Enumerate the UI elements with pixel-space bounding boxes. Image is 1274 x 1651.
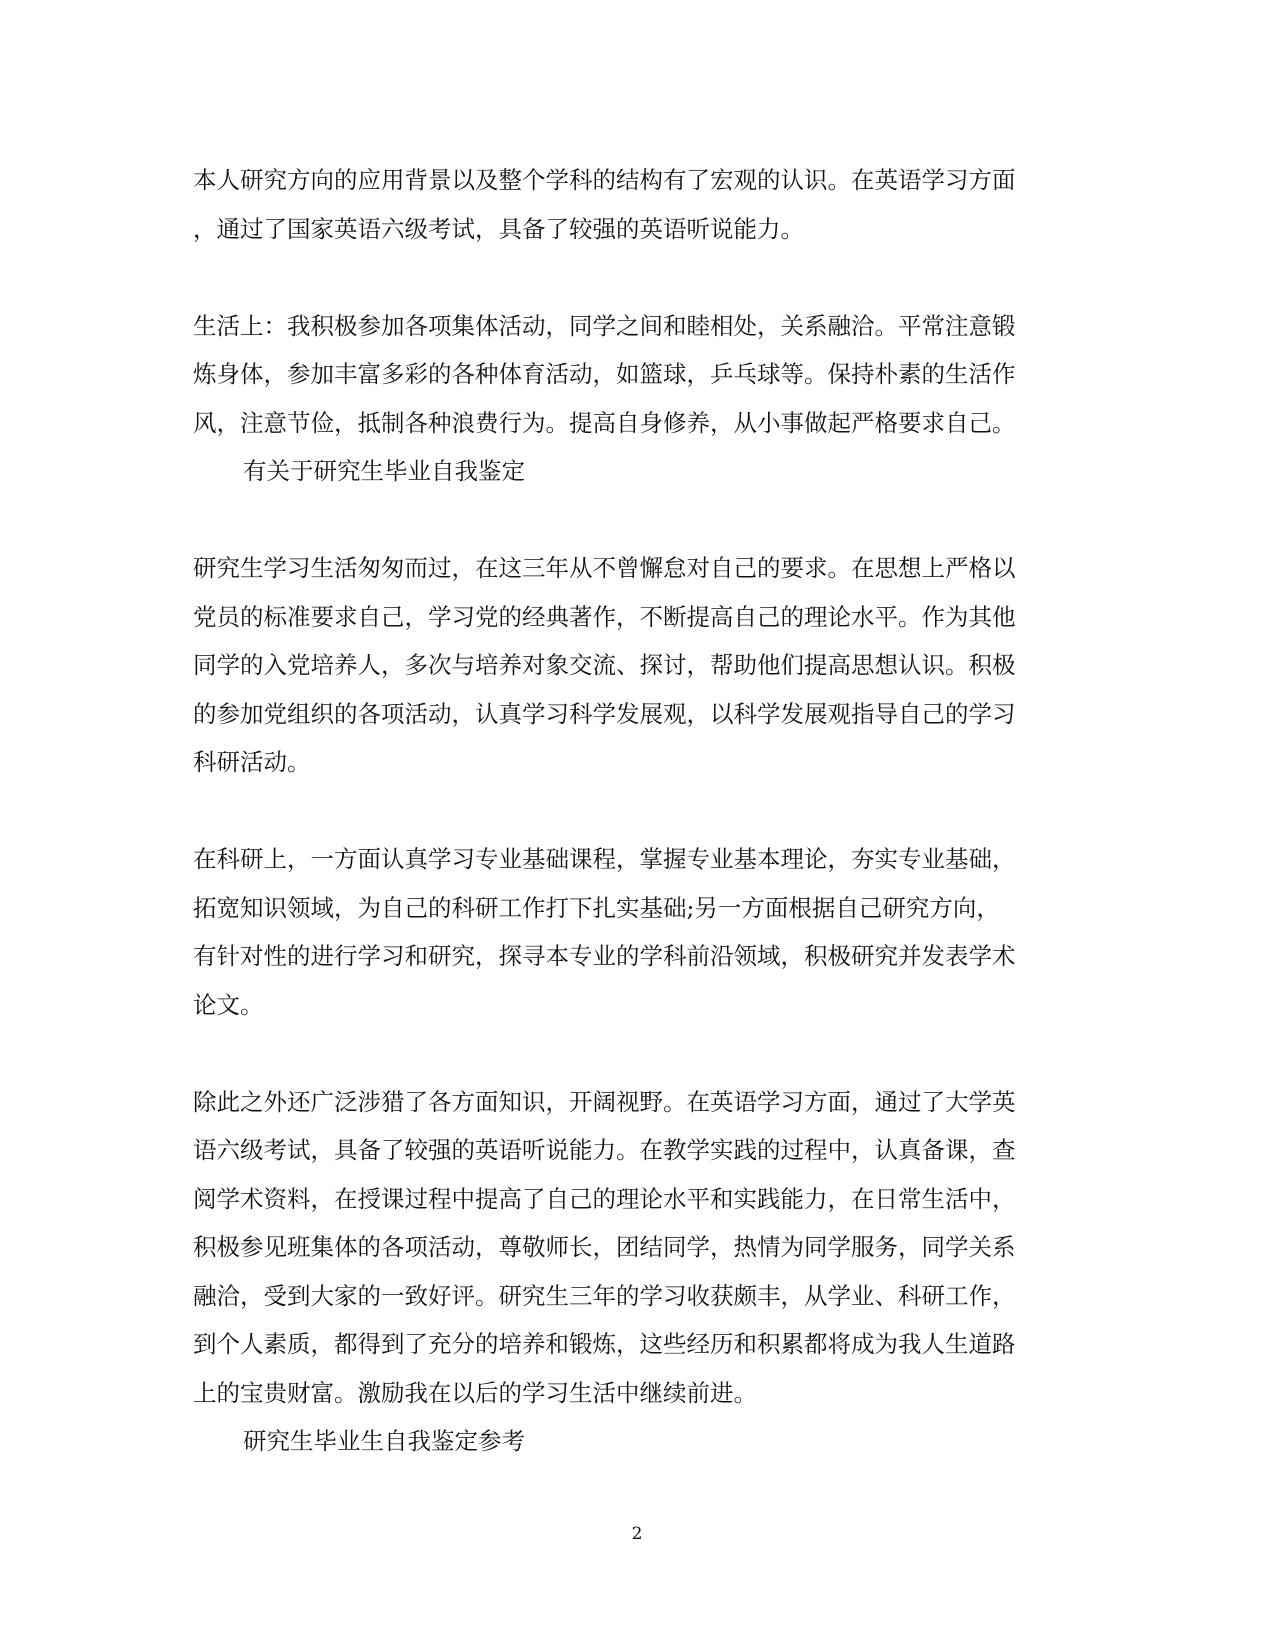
paragraph xyxy=(193,1078,1073,1418)
text-line: 上的宝贵财富。激励我在以后的学习生活中继续前进。 xyxy=(193,1378,757,1407)
section-heading: 有关于研究生毕业自我鉴定 xyxy=(243,457,525,485)
paragraph xyxy=(193,156,1073,253)
text-line: 风，注意节俭，抵制各种浪费行为。提高自身修养，从小事做起严格要求自己。 xyxy=(193,408,1016,437)
text-line: 阅学术资料，在授课过程中提高了自己的理论水平和实践能力，在日常生活中， xyxy=(193,1184,1016,1213)
paragraph-spacer xyxy=(193,1029,1073,1078)
text-line: 除此之外还广泛涉猎了各方面知识，开阔视野。在英语学习方面，通过了大学英 xyxy=(193,1087,1016,1116)
document-body xyxy=(193,156,1073,1466)
paragraph-spacer xyxy=(193,496,1073,545)
text-line: ，通过了国家英语六级考试，具备了较强的英语听说能力。 xyxy=(193,214,804,243)
text-line: 生活上：我积极参加各项集体活动，同学之间和睦相处，关系融洽。平常注意锻 xyxy=(193,311,1016,340)
text-line: 在科研上，一方面认真学习专业基础课程，掌握专业基本理论，夯实专业基础， xyxy=(193,845,1016,873)
page-number: 2 xyxy=(631,1524,643,1544)
text-line: 积极参见班集体的各项活动，尊敬师长，团结同学，热情为同学服务，同学关系 xyxy=(193,1233,1016,1261)
paragraph-spacer xyxy=(193,787,1073,836)
text-line: 有针对性的进行学习和研究，探寻本专业的学科前沿领域，积极研究并发表学术 xyxy=(193,942,1016,970)
paragraph-spacer xyxy=(193,253,1073,302)
text-line: 本人研究方向的应用背景以及整个学科的结构有了宏观的认识。在英语学习方面 xyxy=(193,166,1016,194)
text-line: 拓宽知识领域，为自己的科研工作打下扎实基础;另一方面根据自己研究方向， xyxy=(193,893,1000,922)
text-line: 科研活动。 xyxy=(193,748,311,776)
text-line: 党员的标准要求自己，学习党的经典著作，不断提高自己的理论水平。作为其他 xyxy=(193,602,1016,631)
paragraph xyxy=(193,835,1073,1029)
text-line: 炼身体，参加丰富多彩的各种体育活动，如篮球，乒乓球等。保持朴素的生活作 xyxy=(193,360,1016,388)
text-line: 融洽，受到大家的一致好评。研究生三年的学习收获颇丰，从学业、科研工作， xyxy=(193,1281,1016,1310)
text-line: 的参加党组织的各项活动，认真学习科学发展观，以科学发展观指导自己的学习 xyxy=(193,699,1016,728)
text-line: 论文。 xyxy=(193,990,264,1019)
paragraph xyxy=(193,302,1073,448)
paragraph xyxy=(193,544,1073,787)
text-line: 研究生学习生活匆匆而过，在这三年从不曾懈怠对自己的要求。在思想上严格以 xyxy=(193,554,1016,582)
section-heading: 研究生毕业生自我鉴定参考 xyxy=(243,1427,525,1455)
text-line: 语六级考试，具备了较强的英语听说能力。在教学实践的过程中，认真备课，查 xyxy=(193,1136,1016,1164)
text-line: 到个人素质，都得到了充分的培养和锻炼，这些经历和积累都将成为我人生道路 xyxy=(193,1330,1016,1358)
text-line: 同学的入党培养人，多次与培养对象交流、探讨，帮助他们提高思想认识。积极 xyxy=(193,651,1016,679)
